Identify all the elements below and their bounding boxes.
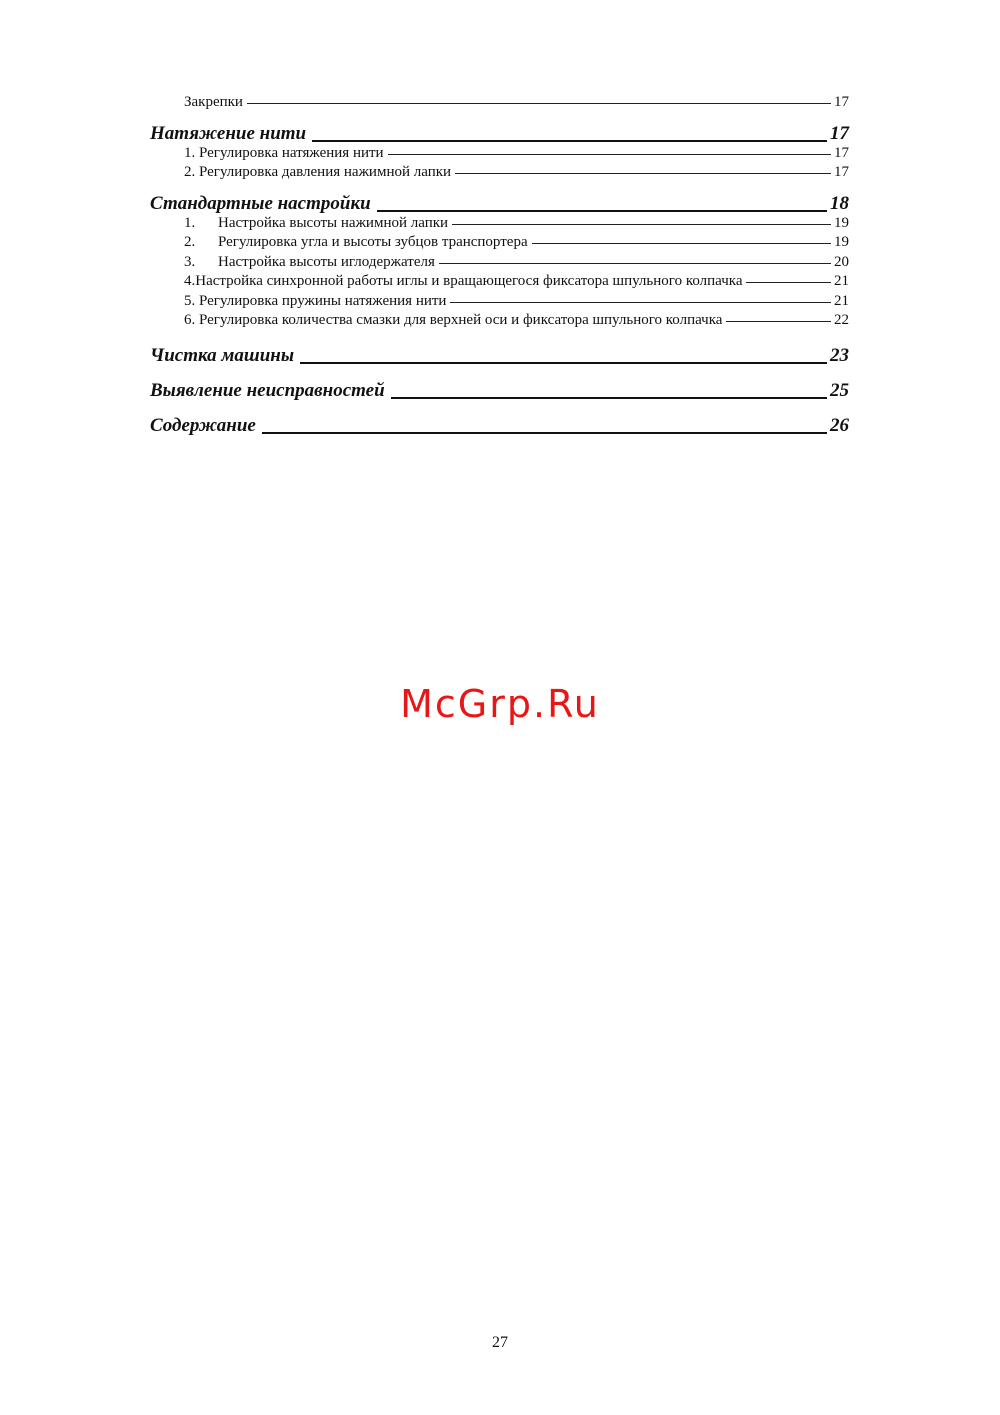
toc-entry-label: Настройка высоты нажимной лапки	[218, 214, 449, 231]
toc-leader-line	[377, 210, 827, 212]
toc-page-number: 20	[834, 253, 849, 270]
toc-entry-label: 1. Регулировка натяжения нити	[184, 144, 384, 161]
toc-leader-line	[439, 263, 831, 264]
toc-leader-line	[391, 397, 827, 399]
toc-entry	[150, 145, 849, 165]
toc-section-heading	[150, 116, 849, 145]
toc-leader-line	[450, 302, 831, 303]
toc-entry-number: 2.	[184, 234, 196, 250]
toc-entry-label: Натяжение нити	[150, 122, 307, 144]
table-of-contents	[150, 94, 849, 437]
toc-page-number: 19	[834, 214, 849, 231]
toc-entry-label: 4.Настройка синхронной работы иглы и вращающегося фиксатора шпульного колпачка	[184, 273, 743, 289]
toc-leader-line	[247, 103, 831, 104]
toc-leader-line	[300, 362, 827, 364]
toc-entry-label: Выявление неисправностей	[150, 379, 385, 401]
toc-entry-label: 2. Регулировка давления нажимной лапки	[184, 164, 452, 180]
toc-section-heading	[150, 369, 849, 402]
toc-entry	[150, 234, 849, 254]
toc-entry	[150, 215, 849, 235]
toc-entry	[150, 293, 849, 313]
toc-section-heading	[150, 404, 849, 437]
toc-page-number: 17	[834, 164, 849, 180]
toc-entry-label: 5. Регулировка пружины натяжения нити	[184, 292, 447, 309]
toc-leader-line	[746, 282, 831, 283]
page-number: 27	[492, 1334, 508, 1351]
toc-entry	[150, 273, 849, 293]
toc-page-number: 23	[830, 344, 849, 366]
toc-leader-line	[262, 432, 827, 434]
toc-entry-label: Стандартные настройки	[150, 192, 371, 214]
toc-leader-line	[388, 154, 831, 155]
toc-leader-line	[455, 173, 831, 174]
toc-entry	[150, 164, 849, 184]
toc-entry	[150, 312, 849, 332]
watermark: McGrp.Ru	[400, 682, 600, 726]
toc-entry-number: 1.	[184, 214, 196, 231]
toc-page-number: 19	[834, 234, 849, 250]
toc-entry-label: Чистка машины	[150, 344, 295, 366]
toc-leader-line	[312, 140, 827, 142]
toc-page-number: 17	[834, 144, 849, 161]
toc-page-number: 21	[834, 273, 849, 289]
toc-page-number: 18	[830, 192, 849, 214]
toc-leader-line	[452, 224, 831, 225]
toc-page-number: 17	[830, 122, 849, 144]
toc-page-number: 21	[834, 292, 849, 309]
toc-section-heading	[150, 186, 849, 215]
toc-entry-label: Закрепки	[184, 94, 243, 110]
toc-entry-label: Настройка высоты иглодержателя	[218, 253, 435, 270]
toc-section-heading	[150, 334, 849, 367]
toc-entry-label: Регулировка угла и высоты зубцов транспортера	[218, 234, 528, 250]
toc-leader-line	[726, 321, 831, 322]
toc-entry-label: 6. Регулировка количества смазки для верхней оси и фиксатора шпульного колпачка	[184, 312, 723, 328]
toc-page-number: 17	[834, 94, 849, 110]
toc-page-number: 25	[830, 379, 849, 401]
toc-entry	[150, 94, 849, 114]
toc-page-number: 22	[834, 312, 849, 328]
toc-leader-line	[532, 243, 831, 244]
toc-entry	[150, 254, 849, 274]
toc-entry-label: Содержание	[150, 414, 256, 436]
toc-page-number: 26	[830, 414, 849, 436]
toc-entry-number: 3.	[184, 253, 196, 270]
